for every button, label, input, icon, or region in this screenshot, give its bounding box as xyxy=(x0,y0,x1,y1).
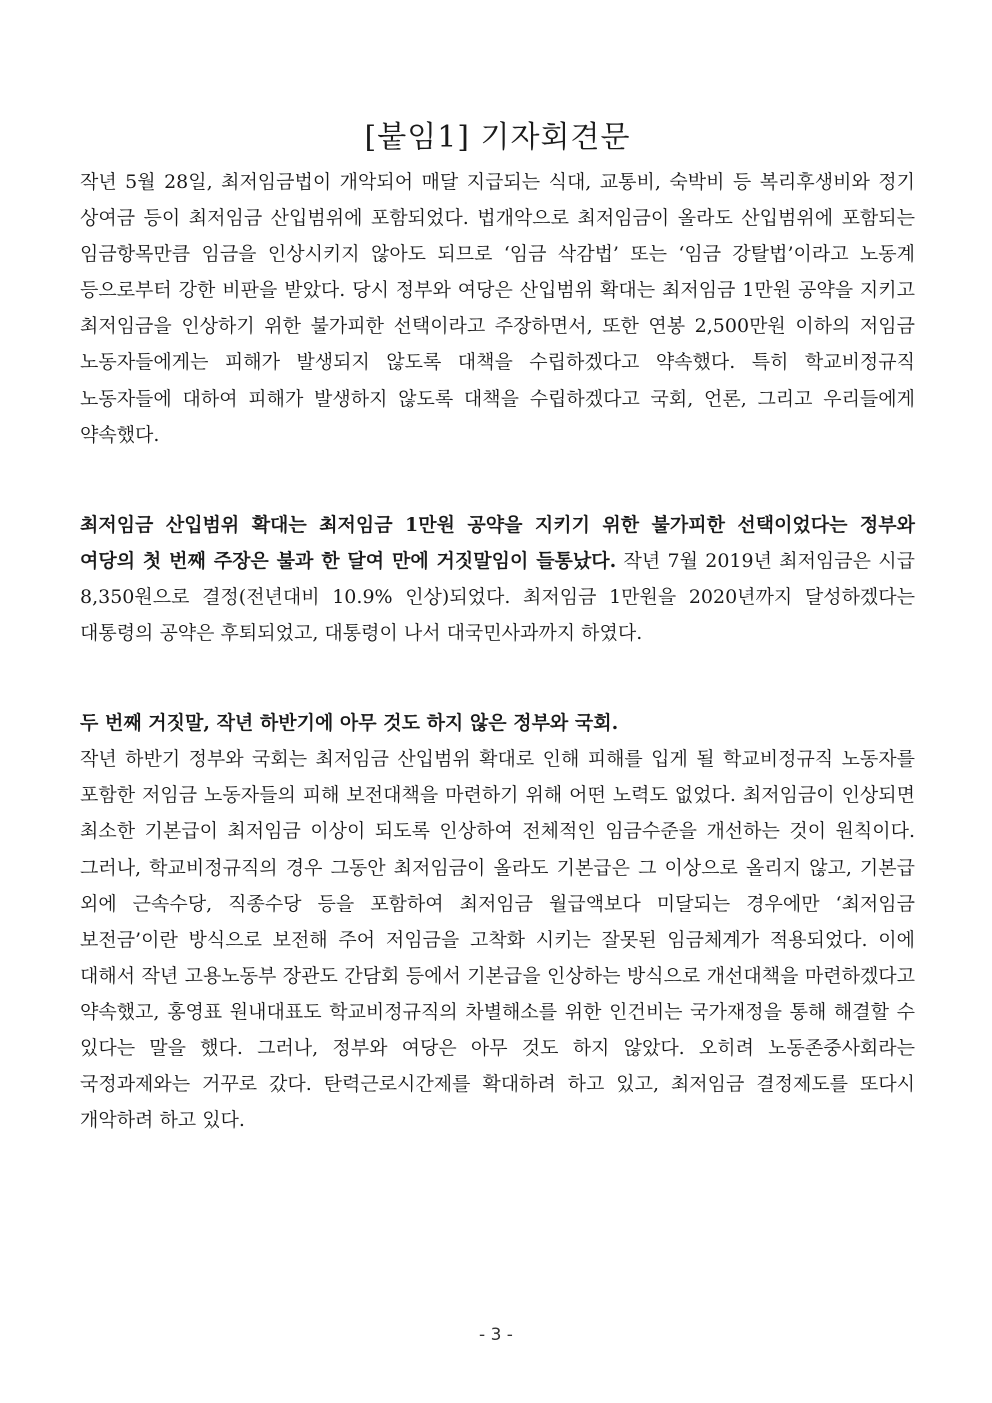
paragraph-1: 작년 5월 28일, 최저임금법이 개악되어 매달 지급되는 식대, 교통비, 숙박비 등 복리후생비와 정기 상여금 등이 최저임금 산입범위에 포함되었다. 법개악으로 최저임금이 올라도 산입범위에 포함되는 임금항목만큼 임금을 인상시키지 않아도 되므로 ‘임금 삭감법’ 또는 ‘임금 강탈법’이라고 노동계 등으로부터 강한 비판을 받았다. 당시 정부와 여당은 산입범위 확대는 최저임금 1만원 공약을 지키고 최저임금을 인상하기 위한 불가피한 선택이라고 주장하면서, 또한 연봉 2,500만원 이하의 저임금 노동자들에게는 피해가 발생되지 않도록 대책을 수립하겠다고 약속했다. 특히 학교비정규직 노동자들에 대하여 피해가 발생하지 않도록 대책을 수립하겠다고 국회, 언론, 그리고 우리들에게 약속했다. xyxy=(80,171,915,446)
paragraph-2-body: 작년 7월 2019년 최저임금은 시급 8,350원으로 결정(전년대비 10.9% 인상)되었다. 최저임금 1만원을 2020년까지 달성하겠다는 대통령의 공약은 후퇴되었고, 대통령이 나서 대국민사과까지 하였다. xyxy=(80,549,915,645)
document-title: [붙임1] 기자회견문 xyxy=(364,120,631,155)
paragraph-2 xyxy=(80,507,915,651)
paragraph-3: 작년 하반기 정부와 국회는 최저임금 산입범위 확대로 인해 피해를 입게 될 학교비정규직 노동자를 포함한 저임금 노동자들의 피해 보전대책을 마련하기 위해 어떤 노력도 없었다. 최저임금이 인상되면 최소한 기본급이 최저임금 이상이 되도록 인상하여 전체적인 임금수준을 개선하는 것이 원칙이다. 그러나, 학교비정규직의 경우 그동안 최저임금이 올라도 기본급은 그 이상으로 올리지 않고, 기본급 외에 근속수당, 직종수당 등을 포함하여 최저임금 월급액보다 미달되는 경우에만 ‘최저임금 보전금’이란 방식으로 보전해 주어 저임금을 고착화 시키는 잘못된 임금체계가 적용되었다. 이에 대해서 작년 고용노동부 장관도 간담회 등에서 기본급을 인상하는 방식으로 개선대책을 마련하겠다고 약속했고, 홍영표 원내대표도 학교비정규직의 차별해소를 위한 인건비는 국가재정을 통해 해결할 수 있다는 말을 했다. 그러나, 정부와 여당은 아무 것도 하지 않았다. 오히려 노동존중사회라는 국정과제와는 거꾸로 갔다. 탄력근로시간제를 확대하려 하고 있고, 최저임금 결정제도를 또다시 개악하려 하고 있다. xyxy=(80,748,915,1132)
paragraph-gap xyxy=(80,651,915,705)
paragraph-2-bold-claim: 최저임금 산입범위 확대는 최저임금 1만원 공약을 지키기 위한 불가피한 선택이었다는 정부와 여당의 첫 번째 주장은 불과 한 달여 만에 거짓말임이 들통났다. xyxy=(80,513,915,572)
section-heading-second-lie: 두 번째 거짓말, 작년 하반기에 아무 것도 하지 않은 정부와 국회. xyxy=(80,712,619,735)
paragraph-gap xyxy=(80,453,915,507)
page-number: - 3 - xyxy=(479,1325,513,1345)
document-page xyxy=(80,112,915,1138)
